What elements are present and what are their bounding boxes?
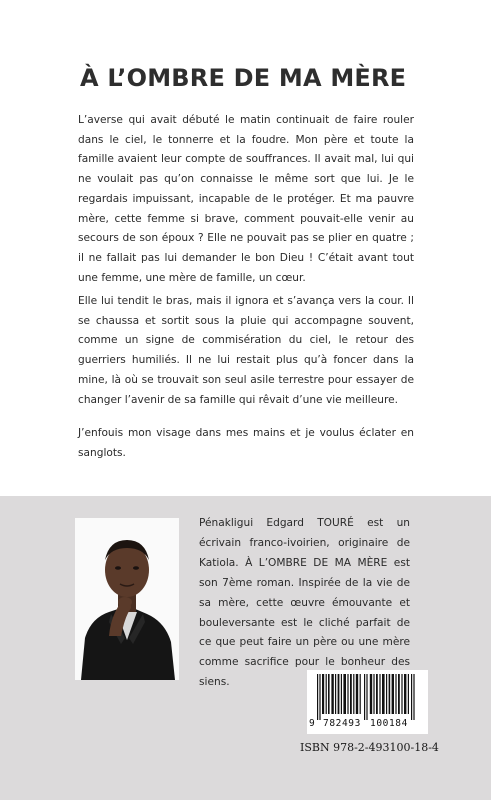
barcode-bars-icon	[307, 674, 428, 724]
author-photo	[75, 518, 179, 680]
book-title: À L’OMBRE DE MA MÈRE	[80, 64, 407, 92]
barcode-group-2: 100184	[370, 718, 408, 729]
barcode-group-1: 782493	[323, 718, 361, 729]
isbn-text: ISBN 978-2-493100-18-4	[300, 741, 439, 754]
excerpt-paragraph-3: J’enfouis mon visage dans mes mains et je voulus éclater en sanglots.	[78, 427, 414, 459]
author-bio: Pénakligui Edgard TOURÉ est un écrivain franco-ivoirien, originaire de Katiola. À L’OMBRE DE MA MÈRE est son 7ème roman. Inspirée de la vie de sa mère, cette œuvre émouvante et bouleversante est le cliché parfait de ce que peut faire un père ou une mère comme sacrifice pour le bonheur des siens.	[199, 517, 410, 689]
barcode	[307, 670, 428, 734]
barcode-lead-digit: 9	[309, 718, 315, 729]
barcode-digits	[307, 718, 428, 732]
author-portrait-icon	[75, 518, 179, 680]
excerpt-paragraph-2: Elle lui tendit le bras, mais il ignora et s’avança vers la cour. Il se chaussa et sortit sous la pluie qui accompagne souvent, comme un signe de commisération du ciel, le retour des guerriers humiliés. Il ne lui restait plus qu’à foncer dans la mine, là où se trouvait son seul asile terrestre pour essayer de changer l’avenir de sa famille qui rêvait d’une vie meilleure.	[78, 295, 414, 406]
excerpt-paragraph-1: L’averse qui avait débuté le matin continuait de faire rouler dans le ciel, le tonnerre et la foudre. Mon père et toute la famille avaient leur compte de souffrances. Il avait mal, lui qui ne voulait pas qu’on connaisse le même sort que lui. Je le regardais impuissant, incapable de le protéger. Et ma pauvre mère, cette femme si brave, comment pouvait-elle venir au secours de son époux ? Elle ne pouvait pas se plier en quatre ; il ne fallait pas lui demander le bon Dieu ! C’était avant tout une femme, une mère de famille, un cœur.	[78, 114, 414, 284]
